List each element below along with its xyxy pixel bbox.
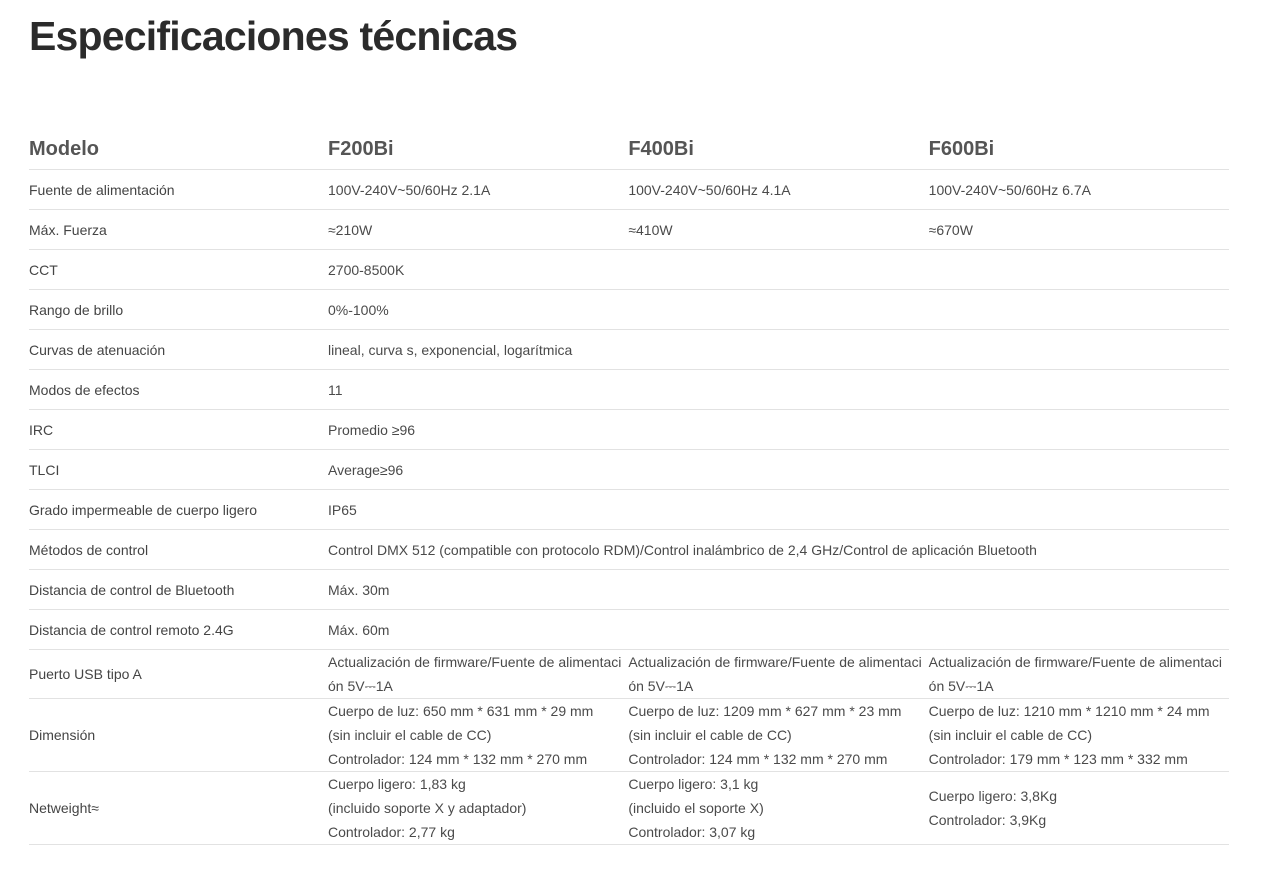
cell-line: (sin incluir el cable de CC): [328, 727, 492, 743]
cell-line: Cuerpo de luz: 650 mm * 631 mm * 29 mm: [328, 703, 594, 719]
row-label: Dimensión: [29, 699, 328, 772]
table-row: [29, 450, 1229, 490]
cell-value: 100V-240V~50/60Hz 4.1A: [628, 170, 928, 210]
cell-line: Controlador: 124 mm * 132 mm * 270 mm: [628, 751, 888, 767]
table-row: [29, 210, 1229, 250]
table-row: [29, 490, 1229, 530]
row-label: CCT: [29, 250, 328, 290]
cell-line: Cuerpo ligero: 3,8Kg: [928, 788, 1058, 804]
cell-multiline: [628, 772, 928, 845]
header-f600bi: F600Bi: [929, 130, 1229, 170]
row-label: Distancia de control de Bluetooth: [29, 570, 328, 610]
row-label: Modos de efectos: [29, 370, 328, 410]
table-row: [29, 772, 1229, 845]
cell-line: Controlador: 3,9Kg: [928, 812, 1047, 828]
header-row: [29, 130, 1229, 170]
cell-value: IP65: [328, 490, 1229, 530]
table-row: [29, 250, 1229, 290]
cell-multiline: [628, 699, 928, 772]
cell-line: (sin incluir el cable de CC): [628, 727, 792, 743]
cell-multiline: [929, 699, 1229, 772]
table-row: [29, 330, 1229, 370]
cell-value: Promedio ≥96: [328, 410, 1229, 450]
cell-value: 11: [328, 370, 1229, 410]
cell-value: Actualización de firmware/Fuente de alimentación 5V⎓1A: [929, 650, 1229, 699]
cell-value: Average≥96: [328, 450, 1229, 490]
cell-line: (incluido soporte X y adaptador): [328, 800, 527, 816]
cell-multiline: [328, 699, 628, 772]
cell-value: 0%-100%: [328, 290, 1229, 330]
row-label: Netweight≈: [29, 772, 328, 845]
cell-value: Control DMX 512 (compatible con protocolo RDM)/Control inalámbrico de 2,4 GHz/Control de aplicación Bluetooth: [328, 530, 1229, 570]
cell-line: Controlador: 124 mm * 132 mm * 270 mm: [328, 751, 588, 767]
cell-value: ≈410W: [628, 210, 928, 250]
cell-value: 2700-8500K: [328, 250, 1229, 290]
cell-multiline: [328, 772, 628, 845]
table-row: [29, 699, 1229, 772]
row-label: Curvas de atenuación: [29, 330, 328, 370]
row-label: IRC: [29, 410, 328, 450]
row-label: Métodos de control: [29, 530, 328, 570]
cell-line: (incluido el soporte X): [628, 800, 764, 816]
row-label: Grado impermeable de cuerpo ligero: [29, 490, 328, 530]
header-model: Modelo: [29, 130, 328, 170]
table-row: [29, 530, 1229, 570]
cell-value: ≈210W: [328, 210, 628, 250]
cell-line: Cuerpo ligero: 1,83 kg: [328, 776, 466, 792]
cell-line: Controlador: 179 mm * 123 mm * 332 mm: [928, 751, 1188, 767]
row-label: Fuente de alimentación: [29, 170, 328, 210]
table-row: [29, 410, 1229, 450]
row-label: Puerto USB tipo A: [29, 650, 328, 699]
cell-line: (sin incluir el cable de CC): [928, 727, 1093, 743]
cell-line: Controlador: 2,77 kg: [328, 824, 455, 840]
cell-line: Controlador: 3,07 kg: [628, 824, 756, 840]
header-f400bi: F400Bi: [628, 130, 928, 170]
cell-multiline: [929, 772, 1229, 845]
cell-line: Cuerpo de luz: 1210 mm * 1210 mm * 24 mm: [928, 703, 1210, 719]
specs-table: [29, 130, 1229, 845]
table-row: [29, 290, 1229, 330]
cell-line: Cuerpo de luz: 1209 mm * 627 mm * 23 mm: [628, 703, 902, 719]
cell-value: Máx. 60m: [328, 610, 1229, 650]
cell-value: Máx. 30m: [328, 570, 1229, 610]
header-f200bi: F200Bi: [328, 130, 628, 170]
cell-value: lineal, curva s, exponencial, logarítmica: [328, 330, 1229, 370]
page-title: Especificaciones técnicas: [29, 13, 518, 59]
row-label: TLCI: [29, 450, 328, 490]
table-row: [29, 610, 1229, 650]
table-row: [29, 370, 1229, 410]
row-label: Distancia de control remoto 2.4G: [29, 610, 328, 650]
cell-value: ≈670W: [929, 210, 1229, 250]
cell-value: Actualización de firmware/Fuente de alimentación 5V⎓1A: [628, 650, 928, 699]
table-row: [29, 570, 1229, 610]
cell-value: Actualización de firmware/Fuente de alimentación 5V⎓1A: [328, 650, 628, 699]
cell-value: 100V-240V~50/60Hz 2.1A: [328, 170, 628, 210]
table-row: [29, 170, 1229, 210]
cell-line: Cuerpo ligero: 3,1 kg: [628, 776, 759, 792]
cell-value: 100V-240V~50/60Hz 6.7A: [929, 170, 1229, 210]
table-row: [29, 650, 1229, 699]
row-label: Rango de brillo: [29, 290, 328, 330]
row-label: Máx. Fuerza: [29, 210, 328, 250]
